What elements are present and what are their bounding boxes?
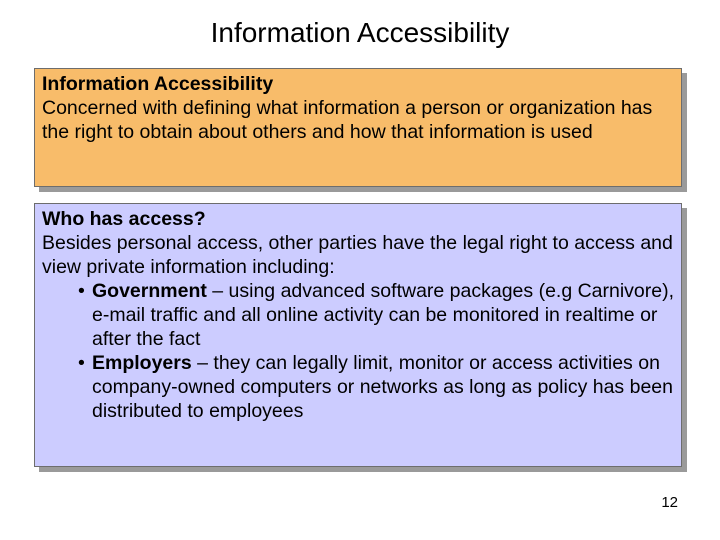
bullet-term: Employers [92, 352, 192, 374]
bullet-text: – using advanced software packages (e.g Carnivore), e-mail traffic and all online activity can be monitored in realtime or after the fact [92, 280, 675, 350]
access-heading: Who has access? [42, 208, 206, 230]
definition-text: Concerned with defining what information a person or organization has the right to obtain about others and how that information is used [42, 97, 653, 143]
bullet-marker: • [78, 280, 85, 302]
bullet-text: – they can legally limit, monitor or access activities on company-owned computers or networks as long as policy has been distributed to employees [92, 352, 673, 422]
definition-heading: Information Accessibility [42, 73, 274, 95]
bullet-item-government [42, 279, 675, 351]
page-number: 12 [661, 494, 678, 511]
access-intro: Besides personal access, other parties have the legal right to access and view private information including: [42, 232, 673, 278]
bullet-item-employers [42, 351, 675, 423]
access-box [34, 203, 682, 467]
slide-title: Information Accessibility [210, 17, 510, 48]
definition-box [34, 68, 682, 187]
bullet-term: Government [92, 280, 207, 302]
bullet-marker: • [78, 352, 85, 374]
